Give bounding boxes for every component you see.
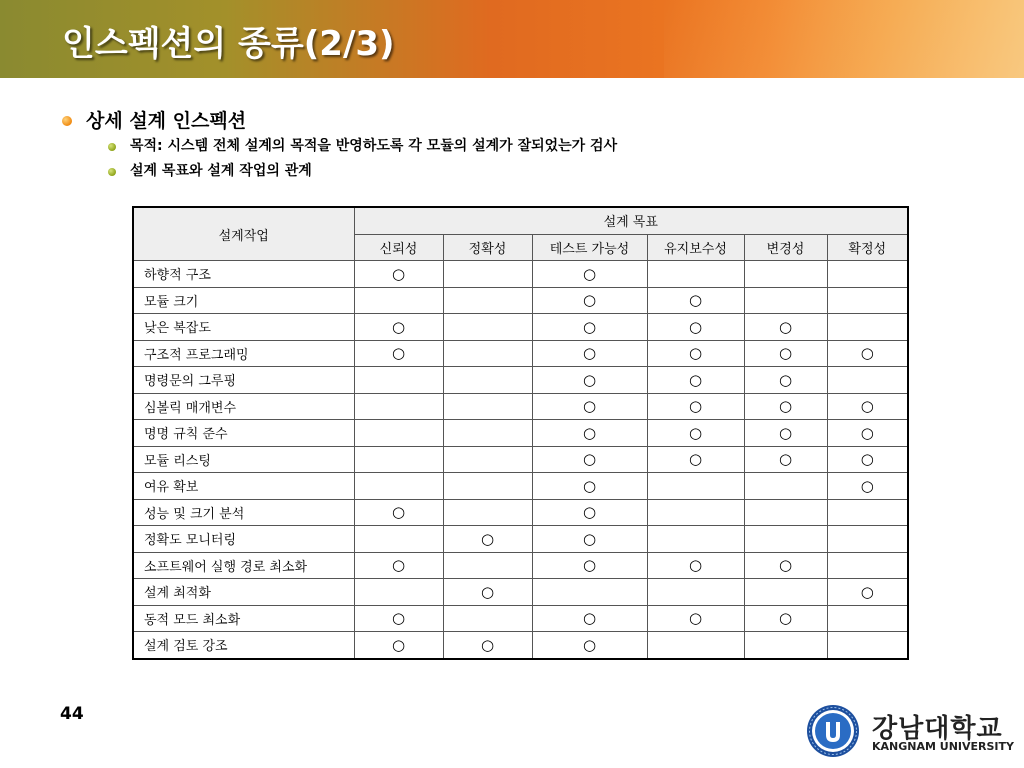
mark-cell-checked: [354, 552, 443, 579]
task-cell: 구조적 프로그래밍: [133, 340, 354, 367]
table-row: [133, 420, 908, 447]
circle-mark-icon: ○: [582, 317, 597, 336]
mark-cell-empty: [827, 526, 908, 553]
mark-cell-checked: [532, 526, 647, 553]
circle-mark-icon: ○: [688, 450, 703, 469]
table-header-row: [133, 207, 908, 234]
table-row: [133, 526, 908, 553]
table-body: [133, 261, 908, 659]
circle-mark-icon: ○: [391, 556, 406, 575]
circle-mark-icon: ○: [778, 609, 793, 628]
mark-cell-checked: [744, 367, 827, 394]
mark-cell-empty: [354, 367, 443, 394]
design-goal-table: [132, 206, 909, 660]
task-cell: 모듈 리스팅: [133, 446, 354, 473]
mark-cell-checked: [354, 499, 443, 526]
university-logo: [806, 702, 1016, 764]
circle-mark-icon: ○: [391, 264, 406, 283]
circle-mark-icon: ○: [582, 556, 597, 575]
mark-cell-checked: [532, 287, 647, 314]
mark-cell-checked: [354, 340, 443, 367]
design-goal-table-wrap: [132, 206, 909, 660]
mark-cell-checked: [532, 261, 647, 288]
mark-cell-checked: [647, 340, 744, 367]
mark-cell-empty: [647, 579, 744, 606]
mark-cell-empty: [744, 261, 827, 288]
table-row: [133, 473, 908, 500]
mark-cell-empty: [647, 499, 744, 526]
mark-cell-checked: [744, 393, 827, 420]
mark-cell-empty: [354, 420, 443, 447]
circle-mark-icon: ○: [688, 609, 703, 628]
circle-mark-icon: ○: [582, 450, 597, 469]
mark-cell-empty: [443, 287, 532, 314]
title-glow: [664, 0, 1024, 78]
mark-cell-empty: [647, 632, 744, 659]
circle-mark-icon: ○: [688, 344, 703, 363]
mark-cell-empty: [443, 473, 532, 500]
circle-mark-icon: ○: [391, 344, 406, 363]
table-row: [133, 632, 908, 659]
task-cell: 명령문의 그루핑: [133, 367, 354, 394]
goal-header-cell: 확정성: [827, 234, 908, 261]
mark-cell-empty: [647, 473, 744, 500]
circle-mark-icon: ○: [582, 609, 597, 628]
bullet-sub-text: 목적: 시스템 전체 설계의 목적을 반영하도록 각 모듈의 설계가 잘되었는가 검사: [130, 138, 618, 154]
mark-cell-checked: [647, 605, 744, 632]
goal-header-cell: 테스트 가능성: [532, 234, 647, 261]
bullet-dot-icon: [62, 116, 72, 126]
mark-cell-empty: [443, 314, 532, 341]
mark-cell-checked: [744, 420, 827, 447]
mark-cell-checked: [354, 314, 443, 341]
table-row: [133, 446, 908, 473]
task-cell: 성능 및 크기 분석: [133, 499, 354, 526]
table-row: [133, 393, 908, 420]
circle-mark-icon: ○: [778, 423, 793, 442]
task-cell: 명명 규칙 준수: [133, 420, 354, 447]
bullet-main: [62, 108, 617, 134]
mark-cell-checked: [443, 526, 532, 553]
table-row: [133, 579, 908, 606]
mark-cell-checked: [744, 340, 827, 367]
mark-cell-empty: [827, 287, 908, 314]
circle-mark-icon: ○: [582, 529, 597, 548]
mark-cell-checked: [532, 446, 647, 473]
mark-cell-empty: [443, 420, 532, 447]
mark-cell-checked: [827, 446, 908, 473]
circle-mark-icon: ○: [582, 503, 597, 522]
mark-cell-empty: [443, 552, 532, 579]
mark-cell-empty: [443, 393, 532, 420]
circle-mark-icon: ○: [778, 370, 793, 389]
mark-cell-empty: [744, 579, 827, 606]
circle-mark-icon: ○: [582, 635, 597, 654]
mark-cell-empty: [532, 579, 647, 606]
mark-cell-empty: [443, 446, 532, 473]
task-cell: 모듈 크기: [133, 287, 354, 314]
mark-cell-empty: [354, 393, 443, 420]
table-row: [133, 499, 908, 526]
mark-cell-checked: [532, 499, 647, 526]
mark-cell-checked: [647, 552, 744, 579]
circle-mark-icon: ○: [582, 476, 597, 495]
goal-header-cell: 유지보수성: [647, 234, 744, 261]
mark-cell-checked: [532, 552, 647, 579]
circle-mark-icon: ○: [480, 529, 495, 548]
circle-mark-icon: ○: [860, 397, 874, 416]
mark-cell-checked: [647, 314, 744, 341]
table-row: [133, 287, 908, 314]
circle-mark-icon: ○: [391, 503, 406, 522]
task-cell: 소프트웨어 실행 경로 최소화: [133, 552, 354, 579]
circle-mark-icon: ○: [688, 397, 703, 416]
task-cell: 심볼릭 매개변수: [133, 393, 354, 420]
bullet-main-text: 상세 설계 인스펙션: [86, 110, 247, 132]
task-cell: 하향적 구조: [133, 261, 354, 288]
mark-cell-checked: [532, 340, 647, 367]
circle-mark-icon: ○: [778, 556, 793, 575]
mark-cell-checked: [647, 367, 744, 394]
circle-mark-icon: ○: [688, 317, 703, 336]
mark-cell-empty: [744, 526, 827, 553]
circle-mark-icon: ○: [778, 317, 793, 336]
university-name-en: KANGNAM UNIVERSITY: [872, 740, 1014, 753]
table-row: [133, 552, 908, 579]
mark-cell-checked: [647, 393, 744, 420]
goal-header-cell: 변경성: [744, 234, 827, 261]
mark-cell-checked: [744, 446, 827, 473]
mark-cell-empty: [443, 499, 532, 526]
university-name-ko: 강남대학교: [872, 714, 1003, 744]
circle-mark-icon: ○: [860, 423, 874, 442]
mark-cell-empty: [827, 632, 908, 659]
mark-cell-empty: [744, 287, 827, 314]
bullet-dot-icon: [108, 143, 116, 151]
mark-cell-checked: [647, 287, 744, 314]
mark-cell-empty: [354, 526, 443, 553]
circle-mark-icon: ○: [778, 397, 793, 416]
circle-mark-icon: ○: [391, 317, 406, 336]
task-cell: 설계 최적화: [133, 579, 354, 606]
mark-cell-checked: [354, 632, 443, 659]
bullet-list: [62, 108, 617, 184]
circle-mark-icon: ○: [582, 397, 597, 416]
circle-mark-icon: ○: [688, 556, 703, 575]
circle-mark-icon: ○: [688, 291, 703, 310]
table-row: [133, 261, 908, 288]
mark-cell-checked: [443, 632, 532, 659]
mark-cell-checked: [532, 367, 647, 394]
mark-cell-checked: [354, 605, 443, 632]
task-cell: 여유 확보: [133, 473, 354, 500]
mark-cell-checked: [532, 605, 647, 632]
mark-cell-empty: [647, 261, 744, 288]
task-cell: 설계 검토 강조: [133, 632, 354, 659]
mark-cell-checked: [647, 446, 744, 473]
circle-mark-icon: ○: [860, 582, 874, 601]
mark-cell-checked: [827, 420, 908, 447]
mark-cell-empty: [827, 367, 908, 394]
mark-cell-empty: [827, 314, 908, 341]
circle-mark-icon: ○: [391, 635, 406, 654]
mark-cell-empty: [827, 552, 908, 579]
table-header: [133, 207, 908, 261]
mark-cell-checked: [827, 340, 908, 367]
university-seal-icon: [806, 704, 860, 758]
mark-cell-empty: [354, 287, 443, 314]
table-row: [133, 605, 908, 632]
mark-cell-empty: [827, 261, 908, 288]
table-row: [133, 340, 908, 367]
page-number: 44: [60, 704, 84, 724]
mark-cell-empty: [744, 632, 827, 659]
bullet-dot-icon: [108, 168, 116, 176]
title-bar: [0, 0, 1024, 78]
mark-cell-checked: [827, 393, 908, 420]
mark-cell-checked: [532, 473, 647, 500]
mark-cell-checked: [532, 632, 647, 659]
circle-mark-icon: ○: [582, 291, 597, 310]
mark-cell-checked: [532, 420, 647, 447]
circle-mark-icon: ○: [778, 450, 793, 469]
mark-cell-checked: [647, 420, 744, 447]
circle-mark-icon: ○: [860, 450, 874, 469]
mark-cell-empty: [443, 605, 532, 632]
circle-mark-icon: ○: [582, 370, 597, 389]
circle-mark-icon: ○: [582, 344, 597, 363]
mark-cell-empty: [744, 499, 827, 526]
mark-cell-checked: [827, 473, 908, 500]
circle-mark-icon: ○: [688, 423, 703, 442]
slide-title: 인스펙션의 종류(2/3): [62, 24, 395, 64]
circle-mark-icon: ○: [860, 476, 874, 495]
mark-cell-checked: [532, 393, 647, 420]
mark-cell-checked: [744, 314, 827, 341]
bullet-sub-text: 설계 목표와 설계 작업의 관계: [130, 163, 312, 179]
table-row: [133, 367, 908, 394]
mark-cell-empty: [443, 340, 532, 367]
task-cell: 낮은 복잡도: [133, 314, 354, 341]
mark-cell-checked: [532, 314, 647, 341]
circle-mark-icon: ○: [582, 423, 597, 442]
table-row: [133, 314, 908, 341]
circle-mark-icon: ○: [582, 264, 597, 283]
mark-cell-empty: [827, 499, 908, 526]
mark-cell-empty: [354, 579, 443, 606]
goal-header-cell: 신뢰성: [354, 234, 443, 261]
task-cell: 동적 모드 최소화: [133, 605, 354, 632]
mark-cell-empty: [827, 605, 908, 632]
mark-cell-empty: [354, 446, 443, 473]
goal-header-cell: 정확성: [443, 234, 532, 261]
mark-cell-checked: [744, 605, 827, 632]
task-column-header: 설계작업: [133, 207, 354, 261]
mark-cell-checked: [827, 579, 908, 606]
mark-cell-empty: [443, 261, 532, 288]
circle-mark-icon: ○: [480, 582, 495, 601]
mark-cell-checked: [744, 552, 827, 579]
circle-mark-icon: ○: [860, 344, 874, 363]
mark-cell-empty: [647, 526, 744, 553]
mark-cell-checked: [443, 579, 532, 606]
mark-cell-empty: [443, 367, 532, 394]
circle-mark-icon: ○: [688, 370, 703, 389]
task-cell: 정확도 모니터링: [133, 526, 354, 553]
circle-mark-icon: ○: [778, 344, 793, 363]
goal-group-header: 설계 목표: [354, 207, 908, 234]
mark-cell-empty: [744, 473, 827, 500]
mark-cell-checked: [354, 261, 443, 288]
bullet-sub: [62, 134, 617, 159]
bullet-sub: [62, 159, 617, 184]
mark-cell-empty: [354, 473, 443, 500]
circle-mark-icon: ○: [391, 609, 406, 628]
circle-mark-icon: ○: [480, 635, 495, 654]
